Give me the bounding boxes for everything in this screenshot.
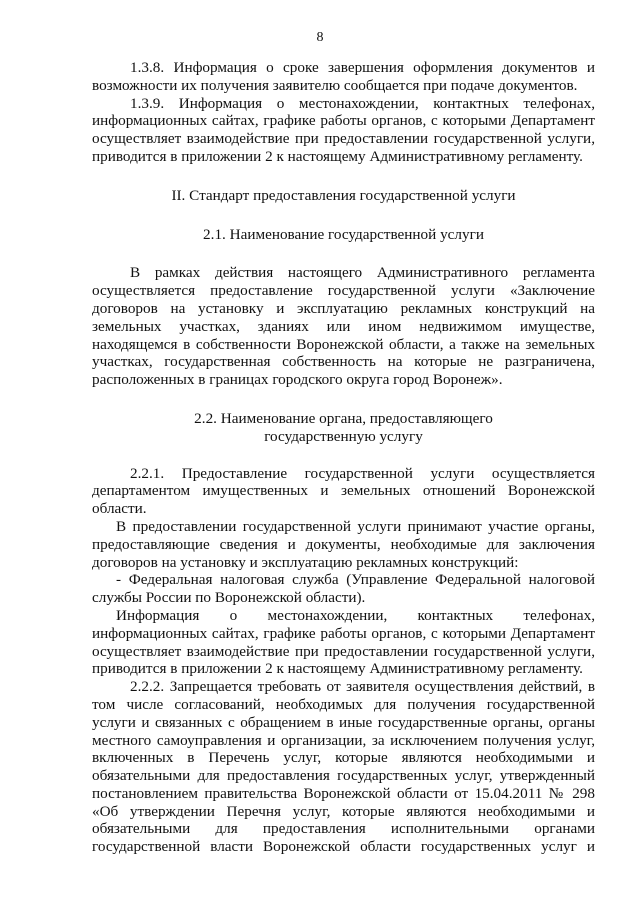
text-line: департаментом имущественных и земельных отношений Воронежской (92, 482, 595, 500)
text-line: Информация о местонахождении, контактных телефонах, (116, 606, 595, 624)
text-line: постановлением правительства Воронежской области от 15.04.2011 № 298 (92, 784, 595, 802)
text-line: обязательными для предоставления государственных услуг, утвержденный (92, 767, 595, 785)
text-line: договоров на установку и эксплуатацию рекламных конструкций на (92, 299, 595, 317)
text-line: услуги и связанных с обращением в иные государственные органы, органы (92, 713, 595, 731)
text-line: возможности их получения заявителю сообщается при подаче документов. (92, 76, 578, 94)
paragraph-info (92, 607, 595, 678)
text-line: государственной власти Воронежской области государственных услуг и (92, 838, 595, 856)
text-line: «Об утверждении Перечня услуг, которые являются необходимыми и (92, 802, 595, 820)
text-line: местного самоуправления и организации, за исключением получения услуг, (92, 731, 595, 749)
subsection-heading-2-2 (92, 410, 595, 446)
text-line: расположенных в границах городского округа город Воронеж». (92, 371, 503, 389)
paragraph-1-3-9 (92, 95, 595, 166)
heading-line: 2.2. Наименование органа, предоставляющего (194, 409, 493, 427)
heading-line: государственную услугу (264, 427, 423, 445)
text-line: включенных в Перечень услуг, которые являются необходимыми и (92, 749, 595, 767)
text-line: том числе согласований, необходимых для получения государственной (92, 695, 595, 713)
paragraph-1-3-8 (92, 59, 595, 95)
paragraph-2-2-1 (92, 465, 595, 518)
text-line: осуществляет взаимодействие при предоставлении государственной услуги, (92, 642, 595, 660)
subsection-heading: 2.1. Наименование государственной услуги (203, 225, 484, 243)
text-line: приводится в приложении 2 к настоящему Административному регламенту. (92, 660, 583, 678)
text-line: информационных сайтах, графике работы органов, с которыми Департамент (92, 624, 595, 642)
paragraph-fns (92, 571, 595, 607)
text-line: 1.3.8. Информация о сроке завершения оформления документов и (130, 59, 595, 76)
text-line: предоставляющие сведения и документы, необходимые для заключения (92, 535, 595, 553)
text-line: - Федеральная налоговая служба (Управление Федеральной налоговой (116, 571, 595, 589)
paragraph-participants (92, 518, 595, 571)
text-line: службы России по Воронежской области). (92, 589, 366, 607)
text-line: обязательными для предоставления исполнительными органами (92, 820, 595, 838)
document-body (92, 59, 595, 856)
text-line: 1.3.9. Информация о местонахождении, контактных телефонах, (130, 94, 595, 112)
text-line: 2.2.1. Предоставление государственной услуги осуществляется (130, 464, 595, 482)
text-line: 2.2.2. Запрещается требовать от заявителя осуществления действий, в (130, 678, 595, 696)
text-line: договоров на установку и эксплуатацию рекламных конструкций: (92, 553, 519, 571)
text-line: осуществляет взаимодействие при предоставлении государственной услуги, (92, 130, 595, 148)
text-line: осуществляется предоставление государственной услуги «Заключение (92, 282, 595, 300)
text-line: информационных сайтах, графике работы органов, с которыми Департамент (92, 112, 595, 130)
text-line: В рамках действия настоящего Административного регламента (130, 264, 595, 282)
text-line: приводится в приложении 2 к настоящему Административному регламенту. (92, 147, 583, 165)
text-line: В предоставлении государственной услуги принимают участие органы, (116, 517, 595, 535)
text-line: находящемся в собственности Воронежской области, а также на земельных (92, 335, 595, 353)
text-line: области. (92, 500, 147, 518)
text-line: участках, государственная собственность на которые не разграничена, (92, 353, 595, 371)
section-heading: II. Стандарт предоставления государственной услуги (171, 186, 516, 204)
page-number: 8 (316, 30, 324, 45)
paragraph-2-1 (92, 264, 595, 389)
paragraph-2-2-2 (92, 678, 595, 856)
text-line: земельных участках, зданиях или ином недвижимом имуществе, (92, 317, 595, 335)
